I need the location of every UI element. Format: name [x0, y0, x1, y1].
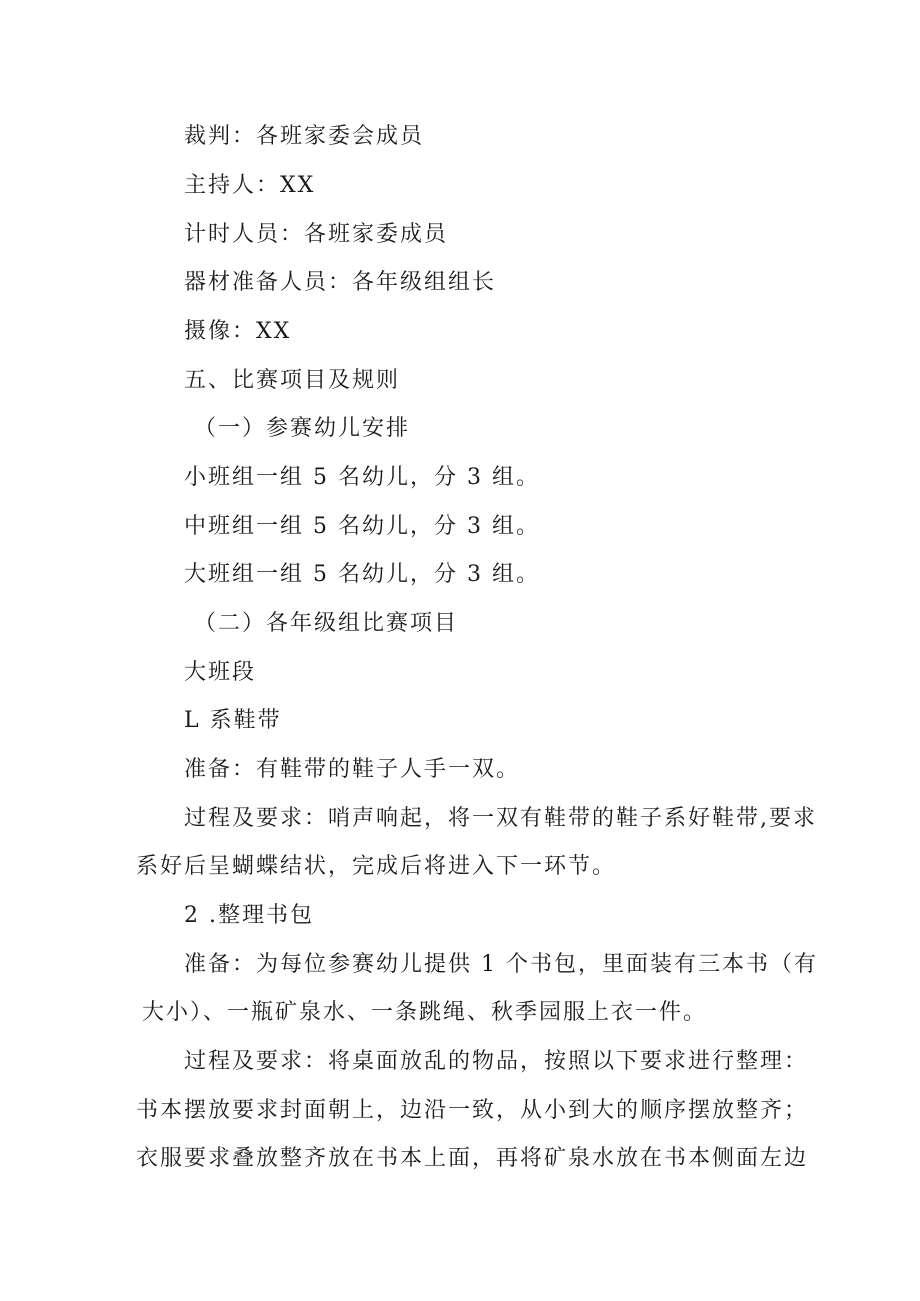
text-line-small-class: 小班组一组 5 名幼儿，分 3 组。: [184, 465, 540, 490]
text-line-clothes-arrangement: 衣服要求叠放整齐放在书本上面，再将矿泉水放在书本侧面左边: [136, 1146, 809, 1171]
item-heading-schoolbag: 2 .整理书包: [184, 903, 314, 928]
text-line-process-shoelace: 过程及要求：哨声响起，将一双有鞋带的鞋子系好鞋带,要求: [184, 806, 817, 831]
subsection-heading-events: （二）各年级组比赛项目: [194, 611, 459, 636]
text-line-process-shoelace-cont: 系好后呈蝴蝶结状，完成后将进入下一环节。: [136, 854, 617, 879]
text-line-host: 主持人：XX: [184, 173, 316, 198]
text-line-large-class: 大班组一组 5 名幼儿，分 3 组。: [184, 562, 540, 587]
item-heading-shoelace: L 系鞋带: [184, 708, 282, 733]
text-line-process-schoolbag: 过程及要求：将桌面放乱的物品，按照以下要求进行整理：: [184, 1049, 809, 1074]
text-line-large-section: 大班段: [184, 660, 257, 685]
text-line-camera: 摄像：XX: [184, 319, 292, 344]
section-heading-rules: 五、比赛项目及规则: [184, 368, 401, 393]
text-line-prep-shoelace: 准备：有鞋带的鞋子人手一双。: [184, 757, 521, 782]
subsection-heading-participants: （一）参赛幼儿安排: [194, 416, 411, 441]
text-line-prep-schoolbag: 准备：为每位参赛幼儿提供 1 个书包，里面装有三本书（有: [184, 952, 818, 977]
text-line-referee: 裁判：各班家委会成员: [184, 124, 425, 149]
text-line-middle-class: 中班组一组 5 名幼儿，分 3 组。: [184, 514, 540, 539]
text-line-books-arrangement: 书本摆放要求封面朝上，边沿一致，从小到大的顺序摆放整齐；: [136, 1098, 809, 1123]
text-line-equipment: 器材准备人员：各年级组组长: [184, 270, 497, 295]
text-line-prep-schoolbag-cont: 大小）、一瓶矿泉水、一条跳绳、秋季园服上衣一件。: [142, 1000, 708, 1025]
text-line-timekeeper: 计时人员：各班家委成员: [184, 222, 449, 247]
